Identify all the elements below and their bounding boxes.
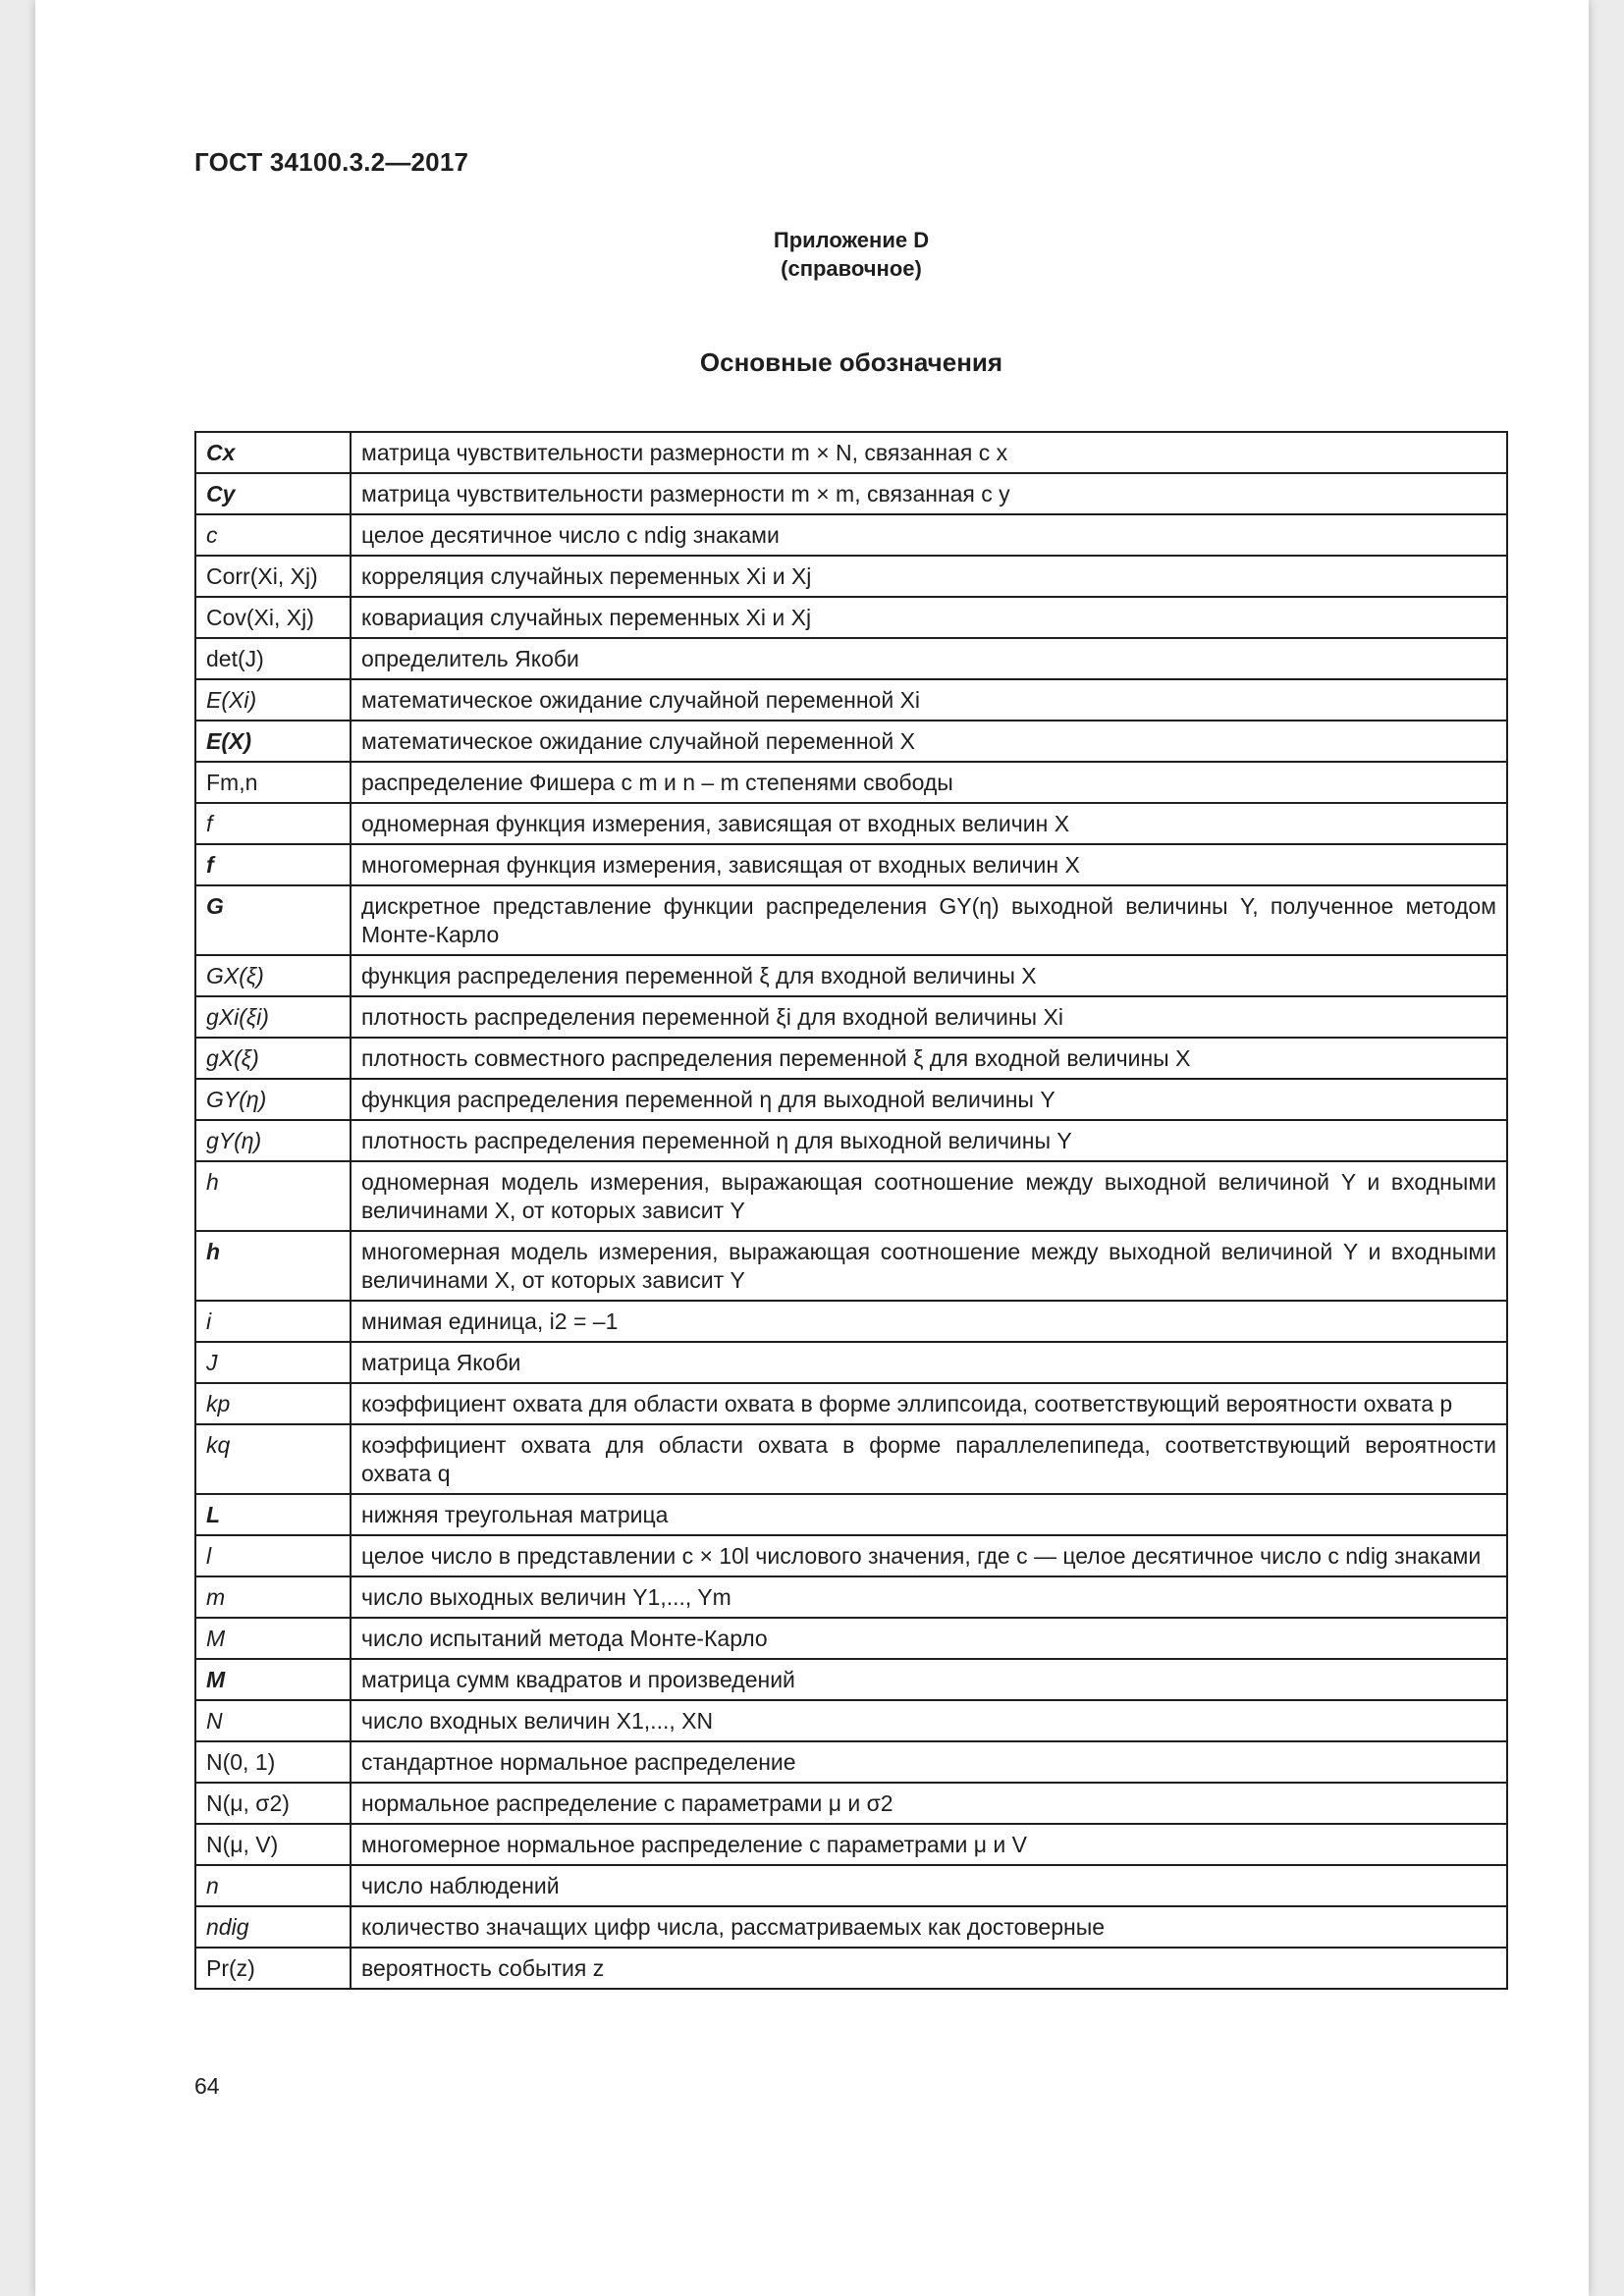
appendix-heading — [0, 226, 1624, 283]
table-row — [195, 1079, 1507, 1120]
page-number: 64 — [194, 2073, 220, 2099]
table-row — [195, 1618, 1507, 1659]
symbol-cell: Cx — [195, 432, 351, 473]
symbol-cell: G — [195, 885, 351, 955]
description-cell: матрица чувствительности размерности m × m, связанная с y — [351, 473, 1507, 514]
table-row — [195, 1494, 1507, 1535]
symbol-cell: gXi(ξi) — [195, 996, 351, 1038]
table-row — [195, 514, 1507, 556]
symbol-cell: l — [195, 1535, 351, 1576]
table-row — [195, 1424, 1507, 1494]
table-row — [195, 1783, 1507, 1824]
table-row — [195, 432, 1507, 473]
table-row — [195, 1741, 1507, 1783]
description-cell: определитель Якоби — [351, 638, 1507, 679]
table-row — [195, 955, 1507, 996]
description-cell: математическое ожидание случайной переменной Xi — [351, 679, 1507, 721]
description-cell: плотность распределения переменной η для выходной величины Y — [351, 1120, 1507, 1161]
description-cell: мнимая единица, i2 = –1 — [351, 1301, 1507, 1342]
table-row — [195, 1120, 1507, 1161]
table-row — [195, 473, 1507, 514]
appendix-title: Приложение D — [773, 228, 930, 252]
table-row — [195, 1342, 1507, 1383]
table-row — [195, 597, 1507, 638]
symbol-cell: ndig — [195, 1906, 351, 1948]
document-number: ГОСТ 34100.3.2—2017 — [194, 147, 469, 177]
symbol-cell: f — [195, 803, 351, 844]
symbol-cell: i — [195, 1301, 351, 1342]
table-row — [195, 1301, 1507, 1342]
table-row — [195, 721, 1507, 762]
symbol-cell: gY(η) — [195, 1120, 351, 1161]
description-cell: одномерная модель измерения, выражающая соотношение между выходной величиной Y и входными величинами X, от которых зависит Y — [351, 1161, 1507, 1231]
table-row — [195, 1576, 1507, 1618]
description-cell: целое число в представлении c × 10l числового значения, где c — целое десятичное число с ndig знаками — [351, 1535, 1507, 1576]
table-row — [195, 1865, 1507, 1906]
table-row — [195, 1383, 1507, 1424]
symbol-cell: kq — [195, 1424, 351, 1494]
symbol-cell: L — [195, 1494, 351, 1535]
table-row — [195, 1535, 1507, 1576]
table-row — [195, 885, 1507, 955]
description-cell: матрица чувствительности размерности m × N, связанная с x — [351, 432, 1507, 473]
description-cell: матрица сумм квадратов и произведений — [351, 1659, 1507, 1700]
description-cell: многомерная модель измерения, выражающая соотношение между выходной величиной Y и входными величинами X, от которых зависит Y — [351, 1231, 1507, 1301]
table-row — [195, 1824, 1507, 1865]
description-cell: коэффициент охвата для области охвата в форме эллипсоида, соответствующий вероятности охвата p — [351, 1383, 1507, 1424]
table-row — [195, 762, 1507, 803]
symbol-cell: f — [195, 844, 351, 885]
symbol-cell: M — [195, 1618, 351, 1659]
symbol-cell: E(X) — [195, 721, 351, 762]
symbol-cell: h — [195, 1161, 351, 1231]
description-cell: количество значащих цифр числа, рассматриваемых как достоверные — [351, 1906, 1507, 1948]
symbol-cell: Pr(z) — [195, 1948, 351, 1989]
symbol-cell: det(J) — [195, 638, 351, 679]
symbol-cell: GX(ξ) — [195, 955, 351, 996]
symbol-cell: gX(ξ) — [195, 1038, 351, 1079]
table-row — [195, 1038, 1507, 1079]
symbol-cell: N(μ, σ2) — [195, 1783, 351, 1824]
description-cell: число выходных величин Y1,..., Ym — [351, 1576, 1507, 1618]
description-cell: матрица Якоби — [351, 1342, 1507, 1383]
description-cell: корреляция случайных переменных Xi и Xj — [351, 556, 1507, 597]
description-cell: число наблюдений — [351, 1865, 1507, 1906]
description-cell: нижняя треугольная матрица — [351, 1494, 1507, 1535]
description-cell: нормальное распределение с параметрами μ и σ2 — [351, 1783, 1507, 1824]
table-row — [195, 556, 1507, 597]
symbol-cell: Corr(Xi, Xj) — [195, 556, 351, 597]
table-row — [195, 638, 1507, 679]
table-row — [195, 844, 1507, 885]
description-cell: целое десятичное число с ndig знаками — [351, 514, 1507, 556]
symbol-cell: m — [195, 1576, 351, 1618]
description-cell: многомерная функция измерения, зависящая от входных величин X — [351, 844, 1507, 885]
symbol-cell: N(0, 1) — [195, 1741, 351, 1783]
description-cell: плотность совместного распределения переменной ξ для входной величины X — [351, 1038, 1507, 1079]
description-cell: плотность распределения переменной ξi для входной величины Xi — [351, 996, 1507, 1038]
symbol-cell: E(Xi) — [195, 679, 351, 721]
description-cell: распределение Фишера с m и n – m степенями свободы — [351, 762, 1507, 803]
symbol-cell: n — [195, 1865, 351, 1906]
symbol-cell: Cov(Xi, Xj) — [195, 597, 351, 638]
description-cell: число испытаний метода Монте-Карло — [351, 1618, 1507, 1659]
symbol-cell: c — [195, 514, 351, 556]
table-row — [195, 803, 1507, 844]
appendix-subtitle: (справочное) — [781, 256, 922, 281]
table-row — [195, 1161, 1507, 1231]
table-row — [195, 1231, 1507, 1301]
description-cell: число входных величин X1,..., XN — [351, 1700, 1507, 1741]
section-title: Основные обозначения — [699, 347, 1003, 377]
table-row — [195, 1700, 1507, 1741]
description-cell: функция распределения переменной ξ для входной величины X — [351, 955, 1507, 996]
symbol-cell: kp — [195, 1383, 351, 1424]
table-row — [195, 1659, 1507, 1700]
symbol-cell: h — [195, 1231, 351, 1301]
description-cell: коэффициент охвата для области охвата в форме параллелепипеда, соответствующий вероятности охвата q — [351, 1424, 1507, 1494]
description-cell: математическое ожидание случайной переменной X — [351, 721, 1507, 762]
table-row — [195, 996, 1507, 1038]
table-row — [195, 679, 1507, 721]
description-cell: одномерная функция измерения, зависящая от входных величин X — [351, 803, 1507, 844]
table-row — [195, 1948, 1507, 1989]
symbol-cell: GY(η) — [195, 1079, 351, 1120]
symbol-cell: Cy — [195, 473, 351, 514]
description-cell: ковариация случайных переменных Xi и Xj — [351, 597, 1507, 638]
description-cell: вероятность события z — [351, 1948, 1507, 1989]
symbol-cell: N(μ, V) — [195, 1824, 351, 1865]
symbol-cell: M — [195, 1659, 351, 1700]
symbol-cell: J — [195, 1342, 351, 1383]
symbol-cell: Fm,n — [195, 762, 351, 803]
description-cell: стандартное нормальное распределение — [351, 1741, 1507, 1783]
table-row — [195, 1906, 1507, 1948]
description-cell: многомерное нормальное распределение с параметрами μ и V — [351, 1824, 1507, 1865]
symbols-table — [194, 431, 1508, 1990]
description-cell: функция распределения переменной η для выходной величины Y — [351, 1079, 1507, 1120]
symbol-cell: N — [195, 1700, 351, 1741]
description-cell: дискретное представление функции распределения GY(η) выходной величины Y, полученное методом Монте-Карло — [351, 885, 1507, 955]
